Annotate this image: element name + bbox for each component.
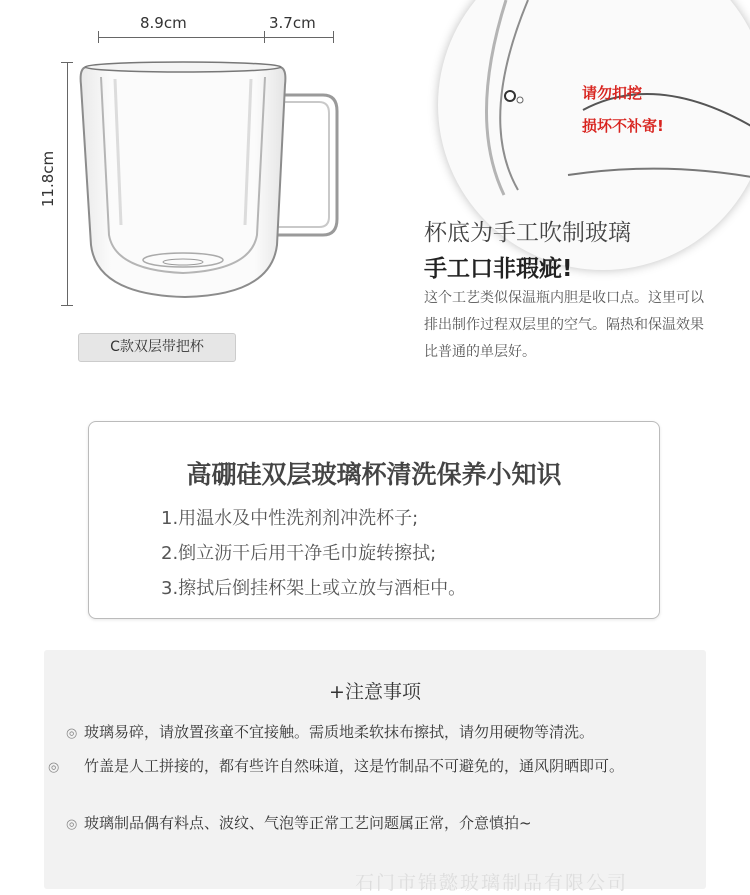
notice-item-text: 竹盖是人工拼接的，都有些许自然味道，这是竹制品不可避免的，通风阴晒即可。 — [84, 757, 625, 775]
double-circle-icon: ◎ — [66, 726, 78, 741]
width-dimension-label: 8.9cm — [140, 14, 187, 32]
dimension-side — [38, 62, 78, 306]
notice-item-text: 玻璃制品偶有料点、波纹、气泡等正常工艺问题属正常，介意慎拍~ — [84, 814, 532, 832]
craft-description: 这个工艺类似保温瓶内胆是收口点。这里可以排出制作过程双层里的空气。隔热和保温效果比普通的单层好。 — [424, 290, 704, 360]
notice-item — [48, 753, 696, 781]
craft-title: 杯底为手工吹制玻璃 — [424, 220, 631, 246]
dimension-top — [98, 14, 334, 39]
notice-item — [66, 810, 696, 838]
product-tag: C款双层带把杯 — [78, 333, 236, 362]
double-circle-icon: ◎ — [48, 760, 60, 775]
craft-highlight: 手工口非瑕疵! — [424, 256, 573, 282]
notice-item — [66, 719, 696, 747]
double-circle-icon: ◎ — [66, 817, 78, 832]
notice-title: +注意事项 — [329, 681, 421, 703]
care-tips-box — [88, 421, 660, 619]
double-wall-mug-image — [75, 55, 355, 315]
care-tip-item: 2.倒立沥干后用干净毛巾旋转擦拭; — [161, 543, 437, 564]
warning-text-1: 请勿扣挖 — [582, 84, 643, 102]
care-tip-item: 3.擦拭后倒挂杯架上或立放与酒柜中。 — [161, 578, 467, 599]
warning-text-2: 损坏不补寄! — [582, 117, 664, 135]
care-tip-item: 1.用温水及中性洗剂剂冲洗杯子; — [161, 508, 419, 529]
handle-dimension-label: 3.7cm — [269, 14, 316, 32]
height-dimension-label: 11.8cm — [39, 150, 57, 208]
notice-item-text: 玻璃易碎，请放置孩童不宜接触。需质地柔软抹布擦拭，请勿用硬物等清洗。 — [84, 723, 595, 741]
notice-panel — [44, 650, 706, 889]
watermark: 石门市锦懿玻璃制品有限公司 — [355, 872, 629, 894]
care-tips-title: 高硼硅双层玻璃杯清洗保养小知识 — [186, 460, 562, 489]
